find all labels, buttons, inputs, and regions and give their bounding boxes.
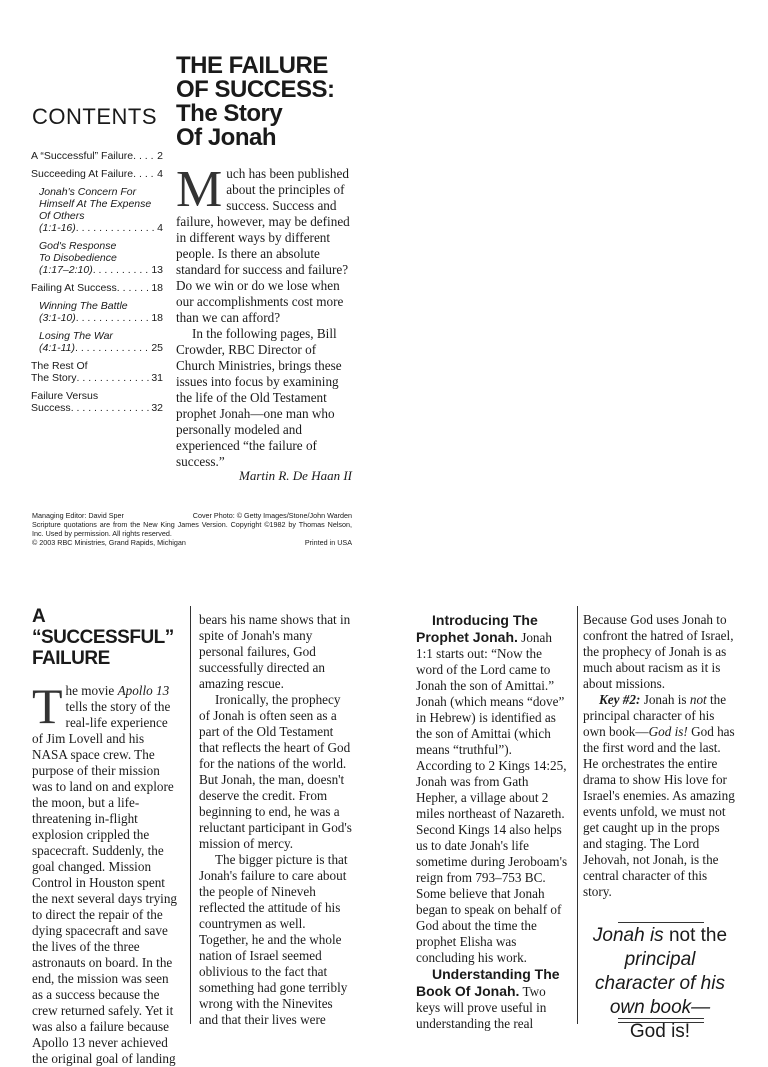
pull-quote-text: not the <box>663 925 728 946</box>
section-heading: A “SUCCESSFUL” FAILURE <box>32 606 174 669</box>
intro-text <box>176 161 352 470</box>
pull-quote-italic: Jonah is <box>592 925 664 946</box>
column-divider <box>190 606 191 1024</box>
column-divider <box>577 606 578 1024</box>
article-paragraph: Because God uses Jonah to confront the hatred of Israel, the prophecy of Jonah is as much about racism as it is about missions. <box>583 612 734 691</box>
article-paragraph: Ironically, the prophecy of Jonah is often seen as a part of the Old Testament that reflects the heart of God for the nations of the world. But Jonah, the man, doesn't deserve the credit. From beginning to end, he was a reluctant participant in God's mission of mercy. <box>199 692 352 851</box>
toc-page: 13 <box>151 264 163 276</box>
title-line: OF SUCCESS: <box>176 76 335 103</box>
toc-page: 4 <box>157 222 163 234</box>
printed-in: Printed in USA <box>304 538 352 547</box>
toc-title: (3:1-10) <box>39 312 76 324</box>
toc-page: 31 <box>151 372 163 384</box>
pull-quote-rule <box>618 1018 704 1023</box>
toc-title-line: Of Others <box>39 210 85 222</box>
article-column-4 <box>583 612 737 900</box>
emphasis: not <box>689 692 707 707</box>
article-paragraph: The bigger picture is that Jonah's failure to care about the people of Nineveh reflected the attitude of his countrymen as well. Together, he and the whole nation of Israel seemed oblivious to the fact that something had gone terribly wrong with the Ninevites and that their lives were <box>199 852 348 1027</box>
text: God has the first word and the last. He orchestrates the entire drama to show His love for Israel's enemies. As amazing events unfold, we must not get caught up in the props and staging. The Lord Jehovah, not Jonah, is the central character of this story. <box>583 724 735 899</box>
pull-quote <box>584 924 736 1044</box>
toc-title: Failing At Success <box>31 282 117 294</box>
toc-title-line: To Disobedience <box>39 252 117 264</box>
booklet-title <box>176 54 356 150</box>
toc-title: The Story <box>31 372 77 384</box>
scripture-notice: Scripture quotations are from the New King James Version. Copyright ©1982 by Thomas Nelson, Inc. Used by permission. All rights reserved. <box>32 520 352 538</box>
toc-page: 2 <box>157 150 163 162</box>
emphasis: God is! <box>648 724 688 739</box>
article-column-1 <box>32 606 180 1067</box>
toc-entry[interactable] <box>31 330 163 354</box>
text: tells the story of the real-life experience of Jim Lovell and his NASA space crew. The purpose of their mission was to land on and explore the moon, but a life-threatening in-flight explosion crippled the spacecraft. Suddenly, the goal changed. Mission Control in Houston spent the next several days trying to direct the repair of the dying spacecraft and save the lives of the three astronauts on board. In the end, the mission was seen as a success because the crew returned safely. Yet it was also a failure because Apollo 13 never achieved the original goal of landing <box>32 699 178 1066</box>
toc-title: (4:1-11) <box>39 342 75 354</box>
toc-entry[interactable] <box>31 240 163 276</box>
managing-editor: Managing Editor: David Sper <box>32 511 124 520</box>
credits <box>32 511 352 547</box>
article-paragraph <box>416 966 570 1032</box>
run-in-heading: Introducing The Prophet Jonah. <box>416 612 538 645</box>
toc-entry[interactable] <box>31 150 163 162</box>
pull-quote-rule <box>618 922 704 923</box>
article-column-3 <box>416 612 570 1032</box>
toc-entry[interactable] <box>31 282 163 294</box>
intro-paragraph: In the following pages, Bill Crowder, RBC Director of Church Ministries, brings these issues into focus by examining the life of the Old Testament prophet Jonah—one man who personally modeled and experienced “the failure of success.” <box>176 326 342 469</box>
toc-title-line: God's Response <box>39 240 117 252</box>
table-of-contents <box>31 150 163 420</box>
article-paragraph <box>583 692 737 900</box>
toc-entry[interactable] <box>31 390 163 414</box>
toc-title: A “Successful” Failure <box>31 150 134 162</box>
toc-page: 32 <box>151 402 163 414</box>
title-line: THE FAILURE <box>176 52 328 79</box>
toc-title: (1:1-16) <box>39 222 76 234</box>
drop-cap: M <box>176 161 223 218</box>
toc-page: 18 <box>151 312 163 324</box>
text: the principal character of his own book— <box>583 692 727 739</box>
toc-title: Success <box>31 402 71 414</box>
toc-entry[interactable] <box>31 168 163 180</box>
movie-title: Apollo 13 <box>117 683 170 698</box>
toc-page: 25 <box>151 342 163 354</box>
intro-paragraph <box>176 161 352 326</box>
text: he movie <box>65 683 118 698</box>
toc-title: (1:17–2:10) <box>39 264 93 276</box>
toc-entry[interactable] <box>31 186 163 234</box>
toc-entry[interactable] <box>31 360 163 384</box>
article-paragraph <box>416 612 570 966</box>
title-line: Of Jonah <box>176 124 277 151</box>
toc-title-line: Losing The War <box>39 330 113 342</box>
toc-title: Succeeding At Failure <box>31 168 134 180</box>
title-line: The Story <box>176 100 283 127</box>
toc-page: 18 <box>151 282 163 294</box>
signature: Martin R. De Haan II <box>238 468 352 483</box>
toc-title-line: The Rest Of <box>31 360 88 372</box>
article-column-2 <box>199 612 353 1028</box>
pull-quote-italic: principal character of his own book— <box>595 949 725 1018</box>
article-paragraph: bears his name shows that in spite of Jonah's many personal failures, God successfully directed an amazing rescue. <box>199 612 351 691</box>
intro-paragraph-text: uch has been published about the principles of success. Success and failure, however, may be defined in different ways by different people. Is there an absolute standard for success and failure? Do we win or do we lose when our accomplishments cost more than we can afford? <box>176 166 350 325</box>
pull-quote-text: God is! <box>629 1021 691 1042</box>
toc-page: 4 <box>157 168 163 180</box>
contents-heading: CONTENTS <box>32 104 157 129</box>
toc-entry[interactable] <box>31 300 163 324</box>
drop-cap: T <box>32 678 63 734</box>
article-paragraph <box>32 678 180 1067</box>
run-in-heading: Understanding The Book Of Jonah. <box>416 966 560 999</box>
toc-title-line: Failure Versus <box>31 390 99 402</box>
toc-title-line: Jonah's Concern For <box>39 186 137 198</box>
toc-title-line: Winning The Battle <box>39 300 128 312</box>
cover-photo-credit: Cover Photo: © Getty Images/Stone/John Warden <box>192 511 352 520</box>
toc-title-line: Himself At The Expense <box>39 198 152 210</box>
text: Jonah is <box>640 692 690 707</box>
copyright: © 2003 RBC Ministries, Grand Rapids, Michigan <box>32 538 186 547</box>
key-label: Key #2: <box>599 692 641 707</box>
text: Two keys will prove useful in understanding the real <box>416 984 547 1031</box>
text: Jonah 1:1 starts out: “Now the word of the Lord came to Jonah the son of Amittai.” Jonah (which means “dove” in Hebrew) is identified as the son of Amittai (which means “truthful”). According to 2 Kings 14:25, Jonah was from Gath Hepher, a village about 2 miles northeast of Nazareth. Second Kings 14 also helps us to date Jonah's life sometime during Jeroboam's reign from 793–753 BC. Some believe that Jonah began to speak on behalf of God about the time the prophet Elisha was concluding his work. <box>416 630 568 965</box>
